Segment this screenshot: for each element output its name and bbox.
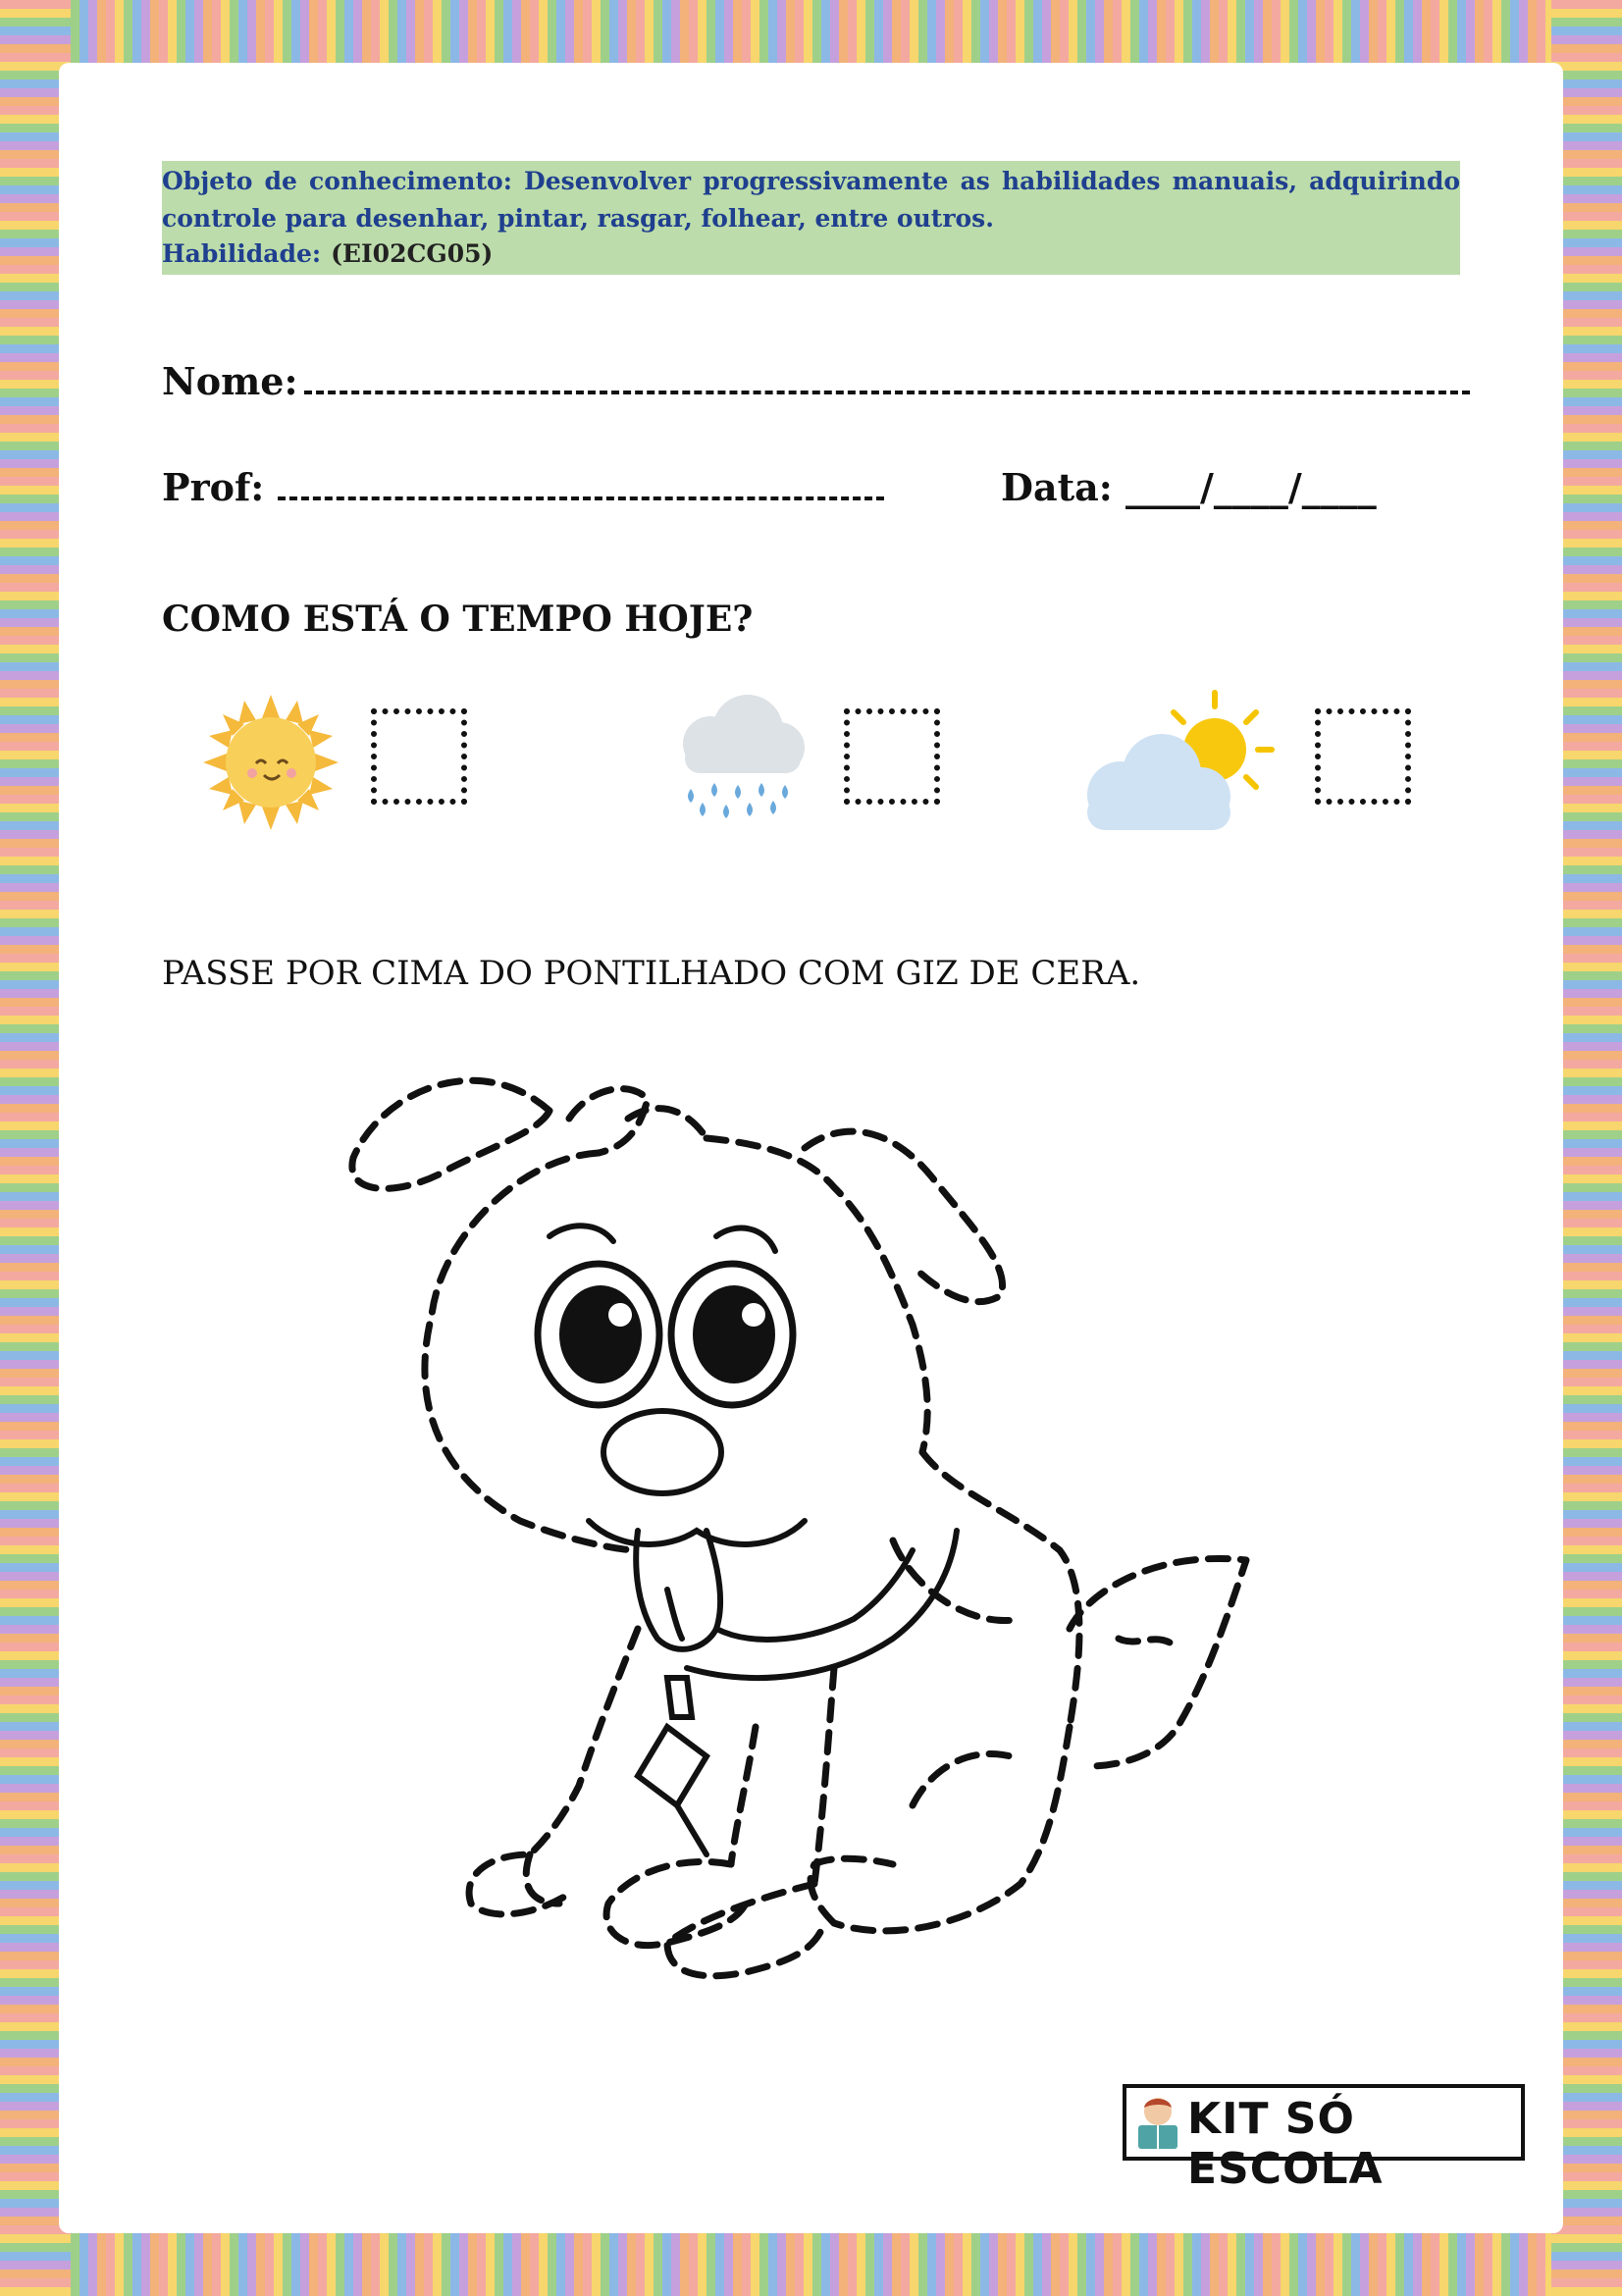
name-label: Nome: bbox=[162, 359, 298, 403]
teacher-label: Prof: bbox=[162, 465, 265, 509]
name-field bbox=[162, 359, 1470, 403]
dotted-puppy-illustration[interactable] bbox=[343, 1040, 1285, 2002]
reading-child-icon bbox=[1134, 2094, 1181, 2153]
name-write-line[interactable] bbox=[304, 383, 1470, 394]
weather-question: COMO ESTÁ O TEMPO HOJE? bbox=[162, 599, 754, 640]
objective-header bbox=[162, 161, 1460, 275]
partly-cloudy-checkbox[interactable] bbox=[1315, 708, 1411, 805]
sun-checkbox[interactable] bbox=[371, 708, 467, 805]
date-blank[interactable]: ____/____/____ bbox=[1125, 465, 1377, 509]
teacher-write-line[interactable] bbox=[278, 489, 884, 500]
skill-label: Habilidade: bbox=[162, 239, 322, 268]
activity-instruction: PASSE POR CIMA DO PONTILHADO COM GIZ DE CERA. bbox=[162, 954, 1141, 993]
objective-text: Objeto de conhecimento: Desenvolver progressivamente as habilidades manuais, adquirindo controle para desenhar, pintar, rasgar, folhear, entre outros. bbox=[162, 167, 1460, 233]
teacher-field bbox=[162, 465, 884, 509]
rain-cloud-icon bbox=[671, 693, 809, 826]
rain-checkbox[interactable] bbox=[844, 708, 940, 805]
skill-code: (EI02CG05) bbox=[331, 239, 494, 268]
logo-text: KIT SÓ ESCOLA bbox=[1187, 2094, 1384, 2194]
brand-logo bbox=[1123, 2084, 1525, 2194]
sun-icon bbox=[201, 693, 340, 832]
partly-cloudy-icon bbox=[1079, 687, 1278, 832]
date-field bbox=[1001, 465, 1377, 509]
skill-line bbox=[162, 235, 493, 273]
date-label: Data: bbox=[1001, 465, 1113, 509]
